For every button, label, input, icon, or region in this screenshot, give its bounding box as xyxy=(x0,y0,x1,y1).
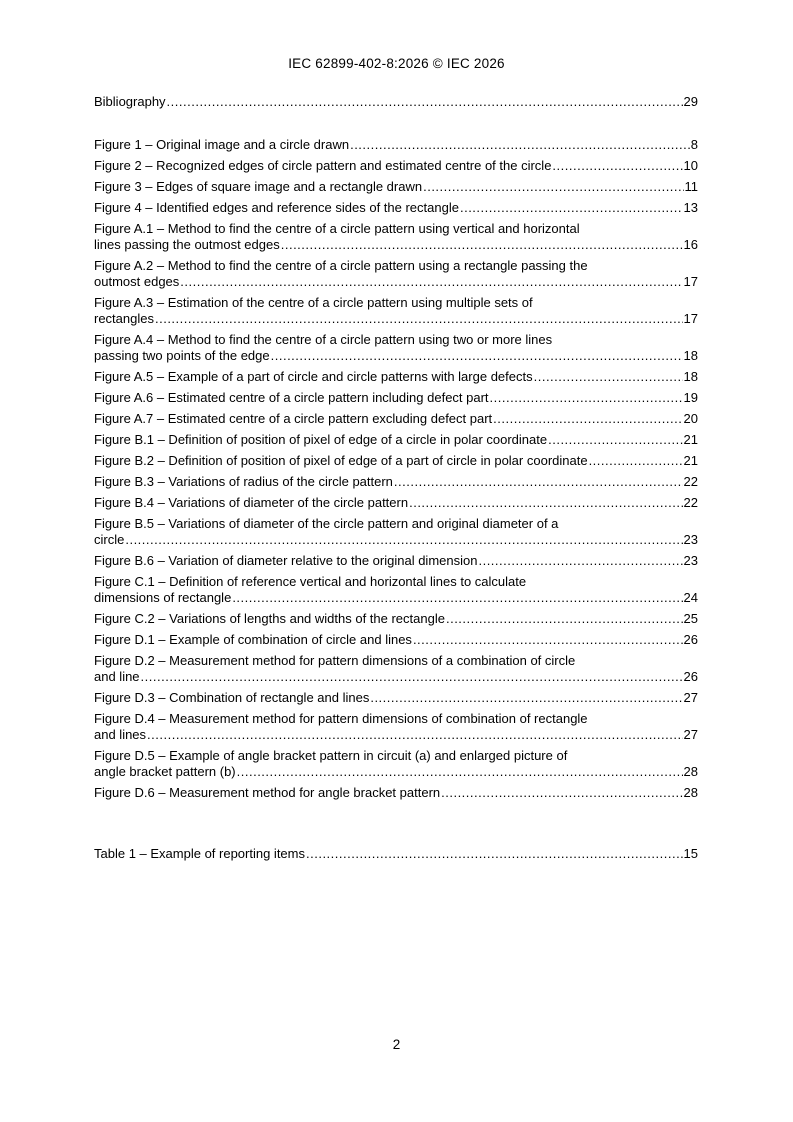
toc-entry-label: Figure C.2 – Variations of lengths and widths of the rectangle xyxy=(94,611,445,626)
leader-dots xyxy=(478,553,682,569)
toc-entry-page: 21 xyxy=(683,432,698,447)
toc-entry-label-line2: dimensions of rectangle xyxy=(94,590,232,605)
toc-entry-page: 22 xyxy=(683,495,698,510)
toc-entry-label: Bibliography xyxy=(94,94,166,109)
toc-entry-page: 23 xyxy=(683,532,698,547)
toc-entry-figure[interactable] xyxy=(94,516,698,553)
toc-entry-label-line2: rectangles xyxy=(94,311,154,326)
toc-entry-figure[interactable] xyxy=(94,690,698,711)
toc-entry-label: Figure 4 – Identified edges and reference sides of the rectangle xyxy=(94,200,459,215)
toc-entry-page: 18 xyxy=(683,348,698,363)
leader-dots xyxy=(306,846,683,862)
toc-entry-label: Figure D.6 – Measurement method for angle bracket pattern xyxy=(94,785,441,800)
leader-dots xyxy=(548,432,682,448)
toc-entry-label-line2: lines passing the outmost edges xyxy=(94,237,280,252)
toc-entry-figure[interactable] xyxy=(94,653,698,690)
toc-entry-page: 18 xyxy=(683,369,698,384)
leader-dots xyxy=(155,311,683,327)
toc-entry-figure[interactable] xyxy=(94,474,698,495)
leader-dots xyxy=(281,237,683,253)
toc-entry-label-line1: Figure D.5 – Example of angle bracket pattern in circuit (a) and enlarged picture of xyxy=(94,748,568,763)
toc-entry-page: 25 xyxy=(683,611,698,626)
page-number: 2 xyxy=(392,1037,401,1052)
leader-dots xyxy=(180,274,682,290)
toc-entry-page: 20 xyxy=(683,411,698,426)
toc-entry-figure[interactable] xyxy=(94,553,698,574)
toc-entry-figure[interactable] xyxy=(94,158,698,179)
toc-entry-page: 8 xyxy=(690,137,698,152)
toc-entry-figure[interactable] xyxy=(94,785,698,806)
toc-entry-page: 21 xyxy=(683,453,698,468)
toc-entry-label-line1: Figure A.3 – Estimation of the centre of a circle pattern using multiple sets of xyxy=(94,295,533,310)
toc-entry-label: Figure 1 – Original image and a circle drawn xyxy=(94,137,350,152)
toc-bibliography xyxy=(94,94,698,115)
leader-dots xyxy=(370,690,682,706)
toc-entry-label-line1: Figure B.5 – Variations of diameter of the circle pattern and original diameter of a xyxy=(94,516,559,531)
leader-dots xyxy=(394,474,683,490)
leader-dots xyxy=(493,411,682,427)
toc-entry-figure[interactable] xyxy=(94,137,698,158)
list-of-figures xyxy=(94,137,698,806)
toc-entry-figure[interactable] xyxy=(94,632,698,653)
toc-entry-label: Figure D.1 – Example of combination of circle and lines xyxy=(94,632,412,647)
leader-dots xyxy=(350,137,690,153)
toc-entry-label-line1: Figure D.4 – Measurement method for pattern dimensions of combination of rectangle xyxy=(94,711,588,726)
toc-entry-label: Figure B.1 – Definition of position of pixel of edge of a circle in polar coordinate xyxy=(94,432,548,447)
toc-entry-page: 27 xyxy=(683,690,698,705)
toc-entry-label-line1: Figure A.1 – Method to find the centre of a circle pattern using vertical and horizontal xyxy=(94,221,580,236)
toc-entry-page: 22 xyxy=(683,474,698,489)
toc-entry-label: Figure B.6 – Variation of diameter relative to the original dimension xyxy=(94,553,478,568)
toc-entry-label-line2: and line xyxy=(94,669,140,684)
toc-entry-label: Figure A.5 – Example of a part of circle and circle patterns with large defects xyxy=(94,369,533,384)
leader-dots xyxy=(125,532,682,548)
leader-dots xyxy=(460,200,683,216)
leader-dots xyxy=(413,632,683,648)
toc-entry-label-line2: outmost edges xyxy=(94,274,180,289)
toc-entry-label: Figure B.4 – Variations of diameter of the circle pattern xyxy=(94,495,409,510)
toc-entry-page: 19 xyxy=(683,390,698,405)
toc-entry-figure[interactable] xyxy=(94,258,698,295)
toc-entry-figure[interactable] xyxy=(94,390,698,411)
toc-entry-figure[interactable] xyxy=(94,221,698,258)
leader-dots xyxy=(147,727,682,743)
toc-entry-table[interactable] xyxy=(94,846,698,867)
toc-entry-page: 10 xyxy=(683,158,698,173)
toc-entry-label-line2: circle xyxy=(94,532,125,547)
toc-entry-page: 15 xyxy=(683,846,698,861)
toc-entry-figure[interactable] xyxy=(94,711,698,748)
toc-entry-page: 26 xyxy=(683,632,698,647)
toc-entry-label-line1: Figure C.1 – Definition of reference vertical and horizontal lines to calculate xyxy=(94,574,527,589)
toc-entry-page: 23 xyxy=(683,553,698,568)
toc-entry-page: 28 xyxy=(683,764,698,779)
leader-dots xyxy=(490,390,683,406)
toc-entry-page: 11 xyxy=(684,179,698,194)
toc-entry-page: 28 xyxy=(683,785,698,800)
leader-dots xyxy=(167,94,683,110)
toc-entry-label-line2: and lines xyxy=(94,727,147,742)
leader-dots xyxy=(232,590,682,606)
toc-entry-figure[interactable] xyxy=(94,411,698,432)
toc-entry-page: 17 xyxy=(683,274,698,289)
toc-entry-figure[interactable] xyxy=(94,611,698,632)
toc-entry-page: 26 xyxy=(683,669,698,684)
toc-entry-page: 13 xyxy=(683,200,698,215)
toc-entry-figure[interactable] xyxy=(94,574,698,611)
toc-entry-label-line2: angle bracket pattern (b) xyxy=(94,764,236,779)
leader-dots xyxy=(237,764,683,780)
toc-entry-label-line1: Figure A.4 – Method to find the centre of a circle pattern using two or more lines xyxy=(94,332,553,347)
toc-entry-figure[interactable] xyxy=(94,748,698,785)
toc-entry-page: 24 xyxy=(683,590,698,605)
toc-entry-label: Table 1 – Example of reporting items xyxy=(94,846,305,861)
list-of-tables xyxy=(94,846,698,867)
toc-entry-page: 29 xyxy=(683,94,698,109)
toc-entry-figure[interactable] xyxy=(94,369,698,390)
toc-entry-label-line2: passing two points of the edge xyxy=(94,348,270,363)
toc-entry-figure[interactable] xyxy=(94,495,698,516)
toc-entry-page: 17 xyxy=(683,311,698,326)
toc-entry-label: Figure A.7 – Estimated centre of a circle pattern excluding defect part xyxy=(94,411,493,426)
leader-dots xyxy=(534,369,683,385)
toc-entry-page: 16 xyxy=(683,237,698,252)
toc-entry-bibliography[interactable] xyxy=(94,94,698,115)
toc-entry-figure[interactable] xyxy=(94,432,698,453)
toc-entry-label: Figure 2 – Recognized edges of circle pattern and estimated centre of the circle xyxy=(94,158,552,173)
toc-entry-figure[interactable] xyxy=(94,453,698,474)
leader-dots xyxy=(423,179,683,195)
toc-entry-figure[interactable] xyxy=(94,295,698,332)
toc-entry-label-line1: Figure D.2 – Measurement method for pattern dimensions of a combination of circle xyxy=(94,653,576,668)
leader-dots xyxy=(441,785,682,801)
toc-entry-label: Figure B.2 – Definition of position of pixel of edge of a part of circle in polar coordinate xyxy=(94,453,588,468)
page-header: IEC 62899-402-8:2026 © IEC 2026 xyxy=(288,56,505,71)
leader-dots xyxy=(446,611,683,627)
toc-entry-figure[interactable] xyxy=(94,200,698,221)
leader-dots xyxy=(271,348,683,364)
leader-dots xyxy=(141,669,683,685)
toc-entry-label: Figure A.6 – Estimated centre of a circle pattern including defect part xyxy=(94,390,489,405)
toc-entry-label: Figure 3 – Edges of square image and a rectangle drawn xyxy=(94,179,423,194)
toc-entry-page: 27 xyxy=(683,727,698,742)
toc-entry-figure[interactable] xyxy=(94,332,698,369)
toc-entry-figure[interactable] xyxy=(94,179,698,200)
toc-entry-label: Figure D.3 – Combination of rectangle and lines xyxy=(94,690,370,705)
toc-entry-label-line1: Figure A.2 – Method to find the centre of a circle pattern using a rectangle passing the xyxy=(94,258,588,273)
toc-entry-label: Figure B.3 – Variations of radius of the circle pattern xyxy=(94,474,393,489)
leader-dots xyxy=(589,453,683,469)
leader-dots xyxy=(409,495,682,511)
leader-dots xyxy=(552,158,682,174)
